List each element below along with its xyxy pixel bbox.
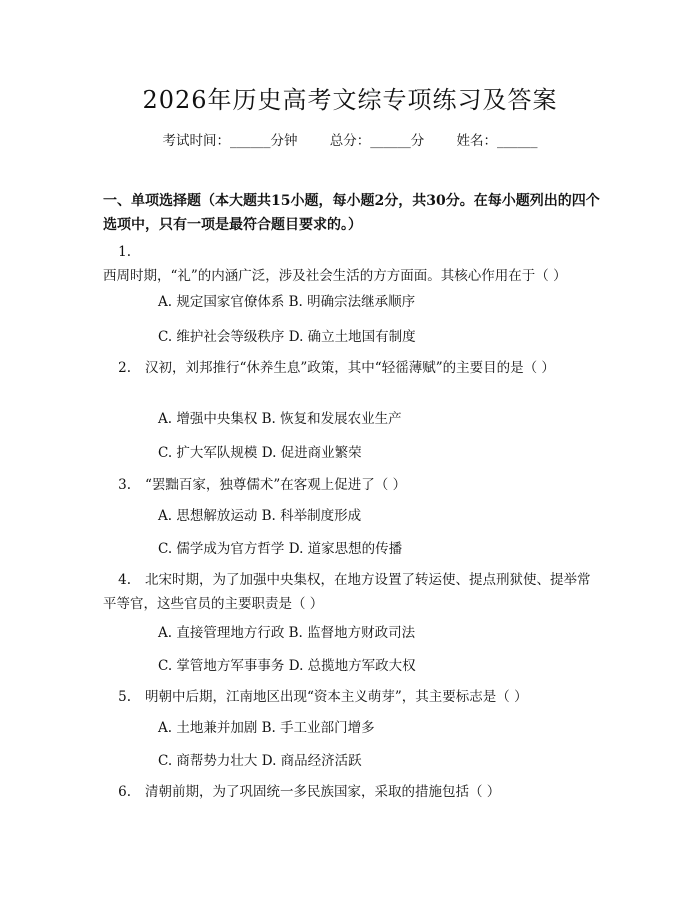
question-stem: [103, 780, 603, 804]
question-number: 1.: [118, 244, 131, 260]
question-options: A. 土地兼并加剧 B. 手工业部门增多: [158, 720, 375, 736]
exam-time-field: 考试时间：______分钟: [162, 133, 298, 149]
question-stem: [103, 473, 603, 497]
total-score-field: 总分：______分: [329, 133, 425, 149]
question-options: A. 规定国家官僚体系 B. 明确宗法继承顺序: [158, 294, 416, 310]
question-number: 6.: [118, 784, 131, 800]
question-options: C. 商帮势力壮大 D. 商品经济活跃: [158, 753, 362, 769]
question-number: 4.: [118, 572, 131, 588]
question-options: A. 直接管理地方行政 B. 监督地方财政司法: [158, 625, 416, 641]
question-text: 明朝中后期，江南地区出现“资本主义萌芽”，其主要标志是（ ）: [145, 689, 528, 705]
exam-meta: [0, 131, 700, 151]
question-text: 北宋时期，为了加强中央集权，在地方设置了转运使、提点刑狱使、提举常平等官，这些官员的主要职责是（ ）: [103, 572, 591, 612]
question-number: 2.: [118, 360, 131, 376]
section-heading: 一、单项选择题（本大题共15小题，每小题2分，共30分。在每小题列出的四个选项中，只有一项是最符合题目要求的。）: [103, 193, 600, 233]
question-options: C. 儒学成为官方哲学 D. 道家思想的传播: [158, 541, 403, 557]
question-options: C. 扩大军队规模 D. 促进商业繁荣: [158, 445, 362, 461]
question-options: C. 掌管地方军事事务 D. 总揽地方军政大权: [158, 658, 416, 674]
question-text: 清朝前期，为了巩固统一多民族国家，采取的措施包括（ ）: [145, 784, 501, 800]
question-text: 西周时期，“礼”的内涵广泛，涉及社会生活的方方面面。其核心作用在于（ ）: [103, 268, 567, 284]
question-number: 5.: [118, 689, 131, 705]
question-number: 3.: [118, 477, 131, 493]
question-options: C. 维护社会等级秩序 D. 确立土地国有制度: [158, 329, 416, 345]
question-stem: [103, 685, 603, 709]
question-options: A. 增强中央集权 B. 恢复和发展农业生产: [158, 411, 402, 427]
page-title: 2026年历史高考文综专项练习及答案: [142, 86, 558, 114]
question-stem: [103, 240, 603, 288]
question-text: 汉初，刘邦推行“休养生息”政策，其中“轻徭薄赋”的主要目的是（ ）: [145, 360, 555, 376]
question-stem: [103, 568, 603, 616]
question-stem: [103, 356, 603, 380]
question-options: A. 思想解放运动 B. 科举制度形成: [158, 508, 362, 524]
student-name-field: 姓名：______: [456, 133, 538, 149]
question-text: “罢黜百家，独尊儒术”在客观上促进了（ ）: [145, 477, 407, 493]
